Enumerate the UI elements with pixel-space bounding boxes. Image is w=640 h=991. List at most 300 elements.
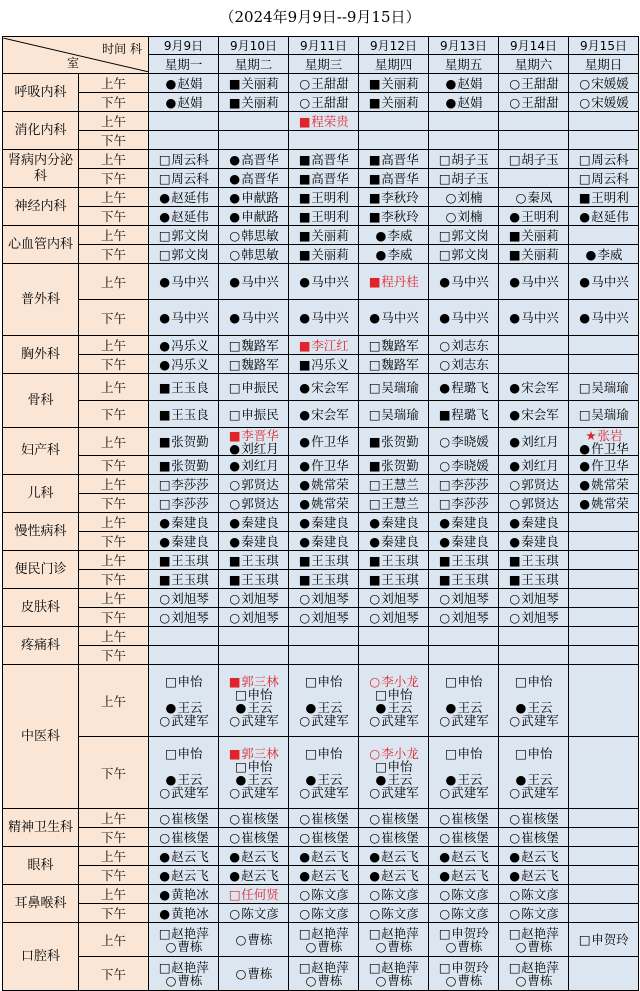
schedule-cell	[499, 456, 569, 475]
schedule-cell	[499, 737, 569, 809]
schedule-cell	[149, 355, 219, 374]
schedule-cell	[429, 570, 499, 589]
doctor-name: 高晋华	[381, 151, 419, 167]
doctor-name: 王云	[317, 699, 343, 715]
doctor-name: 申怡	[457, 745, 483, 761]
doctor-entry	[289, 153, 358, 166]
corner-bottom-label: 室	[67, 56, 80, 70]
schedule-cell	[429, 428, 499, 456]
doctor-entry	[499, 435, 568, 448]
doctor-entry	[359, 77, 428, 90]
circle-filled-icon: ●	[299, 867, 311, 883]
square-icon: □	[228, 337, 241, 353]
schedule-cell	[219, 809, 289, 828]
schedule-cell	[289, 627, 359, 646]
schedule-cell	[149, 207, 219, 226]
doctor-name: 王云	[527, 771, 553, 787]
doctor-entry	[149, 888, 218, 901]
square-filled-icon: ■	[368, 94, 381, 110]
doctor-entry	[359, 381, 428, 394]
doctor-entry	[429, 435, 498, 448]
department-name: 儿科	[3, 475, 79, 513]
schedule-cell	[569, 264, 639, 300]
schedule-cell	[359, 401, 429, 428]
doctor-name: 黄艳冰	[171, 886, 209, 902]
doctor-entry	[569, 275, 638, 288]
schedule-cell	[289, 428, 359, 456]
circle-icon: ○	[159, 784, 171, 800]
doctor-entry	[429, 535, 498, 548]
schedule-cell	[429, 646, 499, 665]
schedule-cell	[499, 112, 569, 131]
doctor-name: 马中兴	[451, 274, 489, 289]
doctor-name: 王云	[527, 699, 553, 715]
schedule-cell	[499, 923, 569, 957]
circle-icon: ○	[439, 337, 451, 353]
schedule-cell	[219, 456, 289, 475]
circle-filled-icon: ●	[579, 476, 591, 492]
weekday-header: 星期五	[429, 55, 499, 74]
circle-filled-icon: ●	[579, 440, 591, 456]
doctor-name: 关丽莉	[521, 227, 559, 243]
doctor-entry	[569, 381, 638, 394]
schedule-cell	[429, 608, 499, 627]
doctor-entry	[219, 210, 288, 223]
table-row	[3, 809, 639, 828]
schedule-cell	[429, 551, 499, 570]
doctor-entry	[289, 675, 358, 688]
schedule-cell	[289, 646, 359, 665]
square-icon: □	[368, 959, 381, 975]
doctor-name: 申怡	[177, 745, 203, 761]
time-slot: 下午	[79, 456, 149, 475]
doctor-name: 王玉良	[171, 406, 209, 422]
doctor-entry	[149, 516, 218, 529]
table-row	[3, 608, 639, 627]
schedule-cell	[219, 551, 289, 570]
doctor-entry	[289, 714, 358, 727]
doctor-entry	[219, 77, 288, 90]
circle-icon: ○	[515, 189, 527, 205]
time-slot: 下午	[79, 957, 149, 991]
circle-filled-icon: ●	[299, 533, 311, 549]
circle-filled-icon: ●	[235, 699, 247, 715]
schedule-cell	[359, 74, 429, 93]
doctor-name: 刘旭琴	[521, 609, 559, 625]
schedule-cell	[289, 957, 359, 991]
schedule-cell	[429, 207, 499, 226]
circle-filled-icon: ●	[509, 867, 521, 883]
doctor-name: 郭贤达	[521, 495, 559, 511]
square-filled-icon: ■	[158, 457, 171, 473]
doctor-name: 赵云飞	[521, 848, 559, 864]
doctor-name: 武建军	[451, 712, 489, 728]
schedule-cell	[359, 809, 429, 828]
doctor-entry	[219, 554, 288, 567]
circle-icon: ○	[509, 712, 521, 728]
square-icon: □	[165, 745, 177, 761]
doctor-name: 马中兴	[311, 310, 349, 325]
department-name: 疼痛科	[3, 627, 79, 665]
doctor-entry	[289, 459, 358, 472]
doctor-entry	[149, 153, 218, 166]
doctor-entry	[429, 675, 498, 688]
doctor-entry	[359, 831, 428, 844]
schedule-cell	[149, 737, 219, 809]
doctor-name: 秦建良	[311, 533, 349, 549]
schedule-cell	[569, 475, 639, 494]
circle-filled-icon: ●	[439, 533, 451, 549]
doctor-name: 赵云飞	[381, 867, 419, 883]
table-row	[3, 828, 639, 847]
doctor-entry	[149, 248, 218, 261]
doctor-name: 秦建良	[241, 533, 279, 549]
doctor-name: 刘红月	[521, 434, 559, 449]
department-name: 心血管内科	[3, 226, 79, 264]
doctor-name: 申怡	[527, 673, 553, 689]
schedule-cell	[499, 847, 569, 866]
circle-icon: ○	[369, 590, 381, 606]
circle-filled-icon: ●	[439, 379, 451, 395]
circle-filled-icon: ●	[515, 699, 527, 715]
doctor-entry	[289, 172, 358, 185]
square-icon: □	[228, 406, 241, 422]
schedule-cell	[219, 513, 289, 532]
circle-icon: ○	[369, 673, 381, 689]
doctor-name: 王慧兰	[381, 495, 419, 511]
schedule-cell	[429, 456, 499, 475]
schedule-cell	[219, 532, 289, 551]
circle-icon: ○	[439, 810, 451, 826]
circle-filled-icon: ●	[229, 189, 241, 205]
corner-header	[3, 37, 149, 74]
doctor-entry	[359, 339, 428, 352]
schedule-cell	[359, 923, 429, 957]
square-filled-icon: ■	[298, 246, 311, 262]
circle-icon: ○	[369, 784, 381, 800]
doctor-entry	[429, 311, 498, 324]
doctor-name: 陈文彦	[311, 905, 349, 921]
schedule-cell	[429, 866, 499, 885]
table-row	[3, 737, 639, 809]
square-filled-icon: ■	[368, 571, 381, 587]
table-row	[3, 226, 639, 245]
schedule-cell	[359, 207, 429, 226]
weekday-header: 星期三	[289, 55, 359, 74]
department-name: 皮肤科	[3, 589, 79, 627]
doctor-name: 姚常荣	[591, 476, 629, 492]
table-body	[3, 74, 639, 991]
department-name: 眼科	[3, 847, 79, 885]
doctor-entry	[149, 408, 218, 421]
doctor-name: 吴瑞瑜	[381, 406, 419, 422]
doctor-entry	[359, 153, 428, 166]
schedule-cell	[569, 74, 639, 93]
schedule-cell	[289, 245, 359, 264]
schedule-cell	[219, 904, 289, 923]
doctor-name: 陈文彦	[451, 905, 489, 921]
time-slot: 下午	[79, 608, 149, 627]
schedule-cell	[499, 131, 569, 150]
doctor-name: 高晋华	[241, 151, 279, 167]
schedule-cell	[289, 513, 359, 532]
circle-filled-icon: ●	[159, 274, 171, 289]
doctor-entry	[149, 611, 218, 624]
circle-icon: ○	[299, 609, 311, 625]
circle-filled-icon: ●	[159, 189, 171, 205]
doctor-name: 武建军	[171, 712, 209, 728]
table-row	[3, 93, 639, 112]
doctor-name: 秦建良	[521, 514, 559, 530]
doctor-name: 曹栋	[457, 938, 483, 954]
doctor-entry	[429, 275, 498, 288]
square-icon: □	[508, 959, 521, 975]
doctor-name: 宋媛媛	[591, 75, 629, 91]
circle-filled-icon: ●	[445, 94, 457, 110]
time-slot: 上午	[79, 112, 149, 131]
doctor-name: 李莎莎	[171, 476, 209, 492]
doctor-entry	[289, 869, 358, 882]
square-filled-icon: ■	[508, 552, 521, 568]
schedule-cell	[219, 847, 289, 866]
circle-icon: ○	[579, 75, 591, 91]
doctor-name: 宋会军	[521, 406, 559, 422]
circle-icon: ○	[439, 712, 451, 728]
doctor-name: 赵云飞	[171, 848, 209, 864]
circle-filled-icon: ●	[299, 495, 311, 511]
doctor-entry	[289, 592, 358, 605]
doctor-entry	[219, 592, 288, 605]
square-icon: □	[508, 925, 521, 941]
doctor-entry	[499, 191, 568, 204]
circle-filled-icon: ●	[229, 274, 241, 289]
doctor-name: 李莎莎	[451, 495, 489, 511]
schedule-cell	[289, 589, 359, 608]
doctor-entry	[429, 573, 498, 586]
doctor-entry	[219, 339, 288, 352]
schedule-cell	[569, 589, 639, 608]
doctor-name: 郭贤达	[521, 476, 559, 492]
circle-icon: ○	[229, 476, 241, 492]
doctor-entry	[359, 554, 428, 567]
schedule-cell	[499, 809, 569, 828]
circle-filled-icon: ●	[579, 495, 591, 511]
schedule-cell	[359, 93, 429, 112]
doctor-entry	[569, 96, 638, 109]
circle-icon: ○	[159, 609, 171, 625]
doctor-entry	[429, 191, 498, 204]
doctor-name: 韩思敏	[241, 246, 279, 262]
circle-filled-icon: ●	[299, 274, 311, 289]
doctor-name: 赵艳萍	[171, 959, 209, 975]
date-header: 9月13日	[429, 37, 499, 55]
doctor-name: 仵卫华	[311, 457, 349, 473]
doctor-entry	[289, 535, 358, 548]
doctor-name: 任何贤	[241, 886, 279, 902]
schedule-cell	[499, 264, 569, 300]
doctor-entry	[289, 554, 358, 567]
doctor-name: 刘旭琴	[241, 609, 279, 625]
square-icon: □	[235, 758, 247, 774]
time-slot: 上午	[79, 809, 149, 828]
doctor-name: 周云科	[591, 151, 629, 167]
table-row	[3, 207, 639, 226]
circle-icon: ○	[445, 189, 457, 205]
doctor-name: 曹栋	[317, 938, 343, 954]
schedule-cell	[289, 300, 359, 336]
doctor-name: 武建军	[521, 712, 559, 728]
square-filled-icon: ■	[228, 427, 241, 443]
doctor-name: 张贺勤	[381, 434, 419, 449]
square-filled-icon: ■	[228, 552, 241, 568]
circle-icon: ○	[509, 905, 521, 921]
circle-filled-icon: ●	[369, 310, 381, 325]
circle-icon: ○	[229, 712, 241, 728]
circle-icon: ○	[229, 829, 241, 845]
square-filled-icon: ■	[438, 406, 451, 422]
doctor-name: 魏路军	[381, 356, 419, 372]
doctor-entry	[499, 77, 568, 90]
schedule-cell	[359, 456, 429, 475]
time-slot: 上午	[79, 226, 149, 245]
circle-filled-icon: ●	[439, 274, 451, 289]
schedule-cell	[289, 809, 359, 828]
square-icon: □	[298, 959, 311, 975]
department-name: 消化内科	[3, 112, 79, 150]
schedule-cell	[499, 169, 569, 188]
doctor-entry	[149, 786, 218, 799]
table-row	[3, 188, 639, 207]
schedule-cell	[219, 300, 289, 336]
schedule-cell	[499, 866, 569, 885]
circle-icon: ○	[369, 810, 381, 826]
square-filled-icon: ■	[508, 227, 521, 243]
schedule-cell	[569, 226, 639, 245]
circle-filled-icon: ●	[509, 457, 521, 473]
doctor-entry	[149, 831, 218, 844]
doctor-entry	[359, 573, 428, 586]
doctor-name: 王明利	[311, 189, 349, 205]
doctor-name: 赵延伟	[171, 208, 209, 224]
doctor-name: 姚常荣	[311, 495, 349, 511]
circle-icon: ○	[299, 886, 311, 902]
schedule-cell	[499, 608, 569, 627]
doctor-name: 刘楠	[457, 189, 483, 205]
time-slot: 下午	[79, 245, 149, 264]
doctor-name: 冯乐义	[311, 356, 349, 372]
schedule-cell	[429, 401, 499, 428]
doctor-name: 马中兴	[241, 310, 279, 325]
doctor-name: 王玉琪	[381, 571, 419, 587]
doctor-name: 郭贤达	[241, 495, 279, 511]
schedule-cell	[289, 112, 359, 131]
square-icon: □	[305, 745, 317, 761]
square-icon: □	[438, 246, 451, 262]
schedule-cell	[359, 513, 429, 532]
doctor-entry	[499, 229, 568, 242]
square-filled-icon: ■	[158, 552, 171, 568]
schedule-cell	[569, 809, 639, 828]
doctor-name: 刘红月	[521, 457, 559, 473]
doctor-name: 王玉琪	[311, 571, 349, 587]
schedule-cell	[219, 475, 289, 494]
doctor-name: 崔核堡	[241, 810, 279, 826]
doctor-name: 姚常荣	[591, 495, 629, 511]
schedule-cell	[289, 847, 359, 866]
schedule-cell	[149, 456, 219, 475]
circle-icon: ○	[509, 810, 521, 826]
doctor-name: 申怡	[317, 745, 343, 761]
doctor-name: 崔核堡	[311, 810, 349, 826]
doctor-name: 李秋玲	[381, 189, 419, 205]
doctor-name: 王明利	[521, 208, 559, 224]
doctor-entry	[499, 554, 568, 567]
schedule-cell	[359, 226, 429, 245]
circle-filled-icon: ●	[159, 337, 171, 353]
doctor-name: 曹栋	[177, 938, 203, 954]
circle-filled-icon: ●	[305, 771, 317, 787]
square-icon: □	[578, 379, 591, 395]
circle-filled-icon: ●	[585, 246, 597, 262]
schedule-cell	[289, 828, 359, 847]
circle-icon: ○	[305, 938, 317, 954]
square-icon: □	[578, 170, 591, 186]
table-row	[3, 551, 639, 570]
schedule-cell	[499, 355, 569, 374]
circle-filled-icon: ●	[509, 274, 521, 289]
square-icon: □	[368, 337, 381, 353]
schedule-cell	[429, 665, 499, 737]
time-slot: 上午	[79, 665, 149, 737]
doctor-entry	[289, 478, 358, 491]
circle-icon: ○	[369, 745, 381, 761]
doctor-name: 胡子玉	[451, 151, 489, 167]
schedule-cell	[569, 428, 639, 456]
doctor-entry	[359, 311, 428, 324]
doctor-entry	[289, 210, 358, 223]
table-row	[3, 374, 639, 401]
doctor-entry	[149, 554, 218, 567]
doctor-entry	[569, 172, 638, 185]
square-icon: □	[368, 356, 381, 372]
circle-filled-icon: ●	[439, 867, 451, 883]
schedule-cell	[359, 589, 429, 608]
doctor-entry	[219, 933, 288, 946]
doctor-name: 申贺玲	[451, 925, 489, 941]
doctor-entry	[219, 850, 288, 863]
circle-filled-icon: ●	[299, 848, 311, 864]
circle-filled-icon: ●	[159, 310, 171, 325]
circle-icon: ○	[579, 94, 591, 110]
time-slot: 下午	[79, 355, 149, 374]
doctor-name: 武建军	[171, 784, 209, 800]
square-filled-icon: ■	[298, 356, 311, 372]
doctor-entry	[359, 497, 428, 510]
doctor-entry	[149, 940, 218, 953]
schedule-cell	[289, 150, 359, 169]
doctor-name: 陈文彦	[311, 886, 349, 902]
square-filled-icon: ■	[228, 745, 241, 761]
schedule-cell	[149, 866, 219, 885]
doctor-name: 曹栋	[317, 972, 343, 988]
doctor-name: 李晓媛	[451, 434, 489, 449]
doctor-entry	[149, 77, 218, 90]
doctor-entry	[359, 459, 428, 472]
circle-filled-icon: ●	[165, 771, 177, 787]
table-row	[3, 923, 639, 957]
doctor-name: 崔核堡	[451, 810, 489, 826]
schedule-cell	[429, 112, 499, 131]
